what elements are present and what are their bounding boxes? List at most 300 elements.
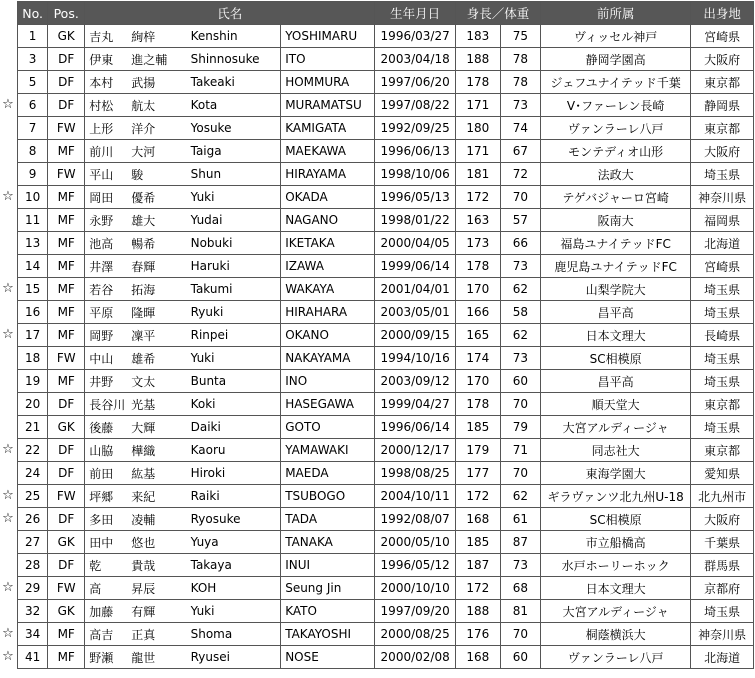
player-position: MF [48, 255, 85, 278]
player-previous-club: SC相模原 [541, 508, 691, 531]
player-last-name-jp: 高 [85, 577, 128, 600]
player-first-name-romaji: Takaya [187, 554, 281, 577]
header-pos: Pos. [48, 2, 85, 25]
player-position: DF [48, 462, 85, 485]
player-position: MF [48, 370, 85, 393]
player-last-name-romaji: NAKAYAMA [281, 347, 375, 370]
player-position: FW [48, 347, 85, 370]
player-first-name-romaji: Raiki [187, 485, 281, 508]
player-position: DF [48, 71, 85, 94]
player-previous-club: 水戸ホーリーホック [541, 554, 691, 577]
header-hometown: 出身地 [691, 2, 754, 25]
player-last-name-romaji: NAGANO [281, 209, 375, 232]
player-height: 181 [455, 163, 500, 186]
player-position: FW [48, 485, 85, 508]
table-row [18, 646, 754, 669]
player-number: 20 [18, 393, 48, 416]
player-last-name-romaji: NOSE [281, 646, 375, 669]
player-height: 170 [455, 370, 500, 393]
table-row [18, 71, 754, 94]
player-birthdate: 1992/09/25 [375, 117, 456, 140]
player-first-name-romaji: Shoma [187, 623, 281, 646]
player-first-name-romaji: Yosuke [187, 117, 281, 140]
player-hometown: 埼玉県 [691, 416, 754, 439]
player-weight: 87 [500, 531, 540, 554]
player-first-name-jp: 樺織 [127, 439, 186, 462]
roster-table [17, 1, 754, 669]
new-player-star-icon: ☆ [2, 580, 14, 595]
player-birthdate: 1992/08/07 [375, 508, 456, 531]
player-last-name-romaji: HIRAYAMA [281, 163, 375, 186]
player-height: 178 [455, 255, 500, 278]
player-last-name-jp: 村松 [85, 94, 128, 117]
player-birthdate: 2003/04/18 [375, 48, 456, 71]
header-previous-club: 前所属 [541, 2, 691, 25]
player-birthdate: 2003/09/12 [375, 370, 456, 393]
player-first-name-romaji: Kota [187, 94, 281, 117]
player-last-name-jp: 井澤 [85, 255, 128, 278]
player-height: 180 [455, 117, 500, 140]
player-hometown: 大阪府 [691, 48, 754, 71]
player-first-name-jp: 航太 [127, 94, 186, 117]
player-position: DF [48, 508, 85, 531]
player-height: 188 [455, 600, 500, 623]
player-first-name-jp: 凜平 [127, 324, 186, 347]
player-first-name-romaji: Koki [187, 393, 281, 416]
player-weight: 57 [500, 209, 540, 232]
player-first-name-romaji: Takeaki [187, 71, 281, 94]
player-number: 1 [18, 25, 48, 48]
player-hometown: 北九州市 [691, 485, 754, 508]
player-last-name-jp: 岡野 [85, 324, 128, 347]
player-number: 17 [18, 324, 48, 347]
player-weight: 74 [500, 117, 540, 140]
player-birthdate: 2000/09/15 [375, 324, 456, 347]
player-number: 9 [18, 163, 48, 186]
new-player-star-icon: ☆ [2, 281, 14, 296]
player-height: 163 [455, 209, 500, 232]
player-number: 14 [18, 255, 48, 278]
header-dob: 生年月日 [375, 2, 456, 25]
player-position: FW [48, 577, 85, 600]
player-previous-club: 山梨学院大 [541, 278, 691, 301]
player-birthdate: 2000/04/05 [375, 232, 456, 255]
player-hometown: 埼玉県 [691, 347, 754, 370]
new-player-star-icon: ☆ [2, 626, 14, 641]
player-position: MF [48, 623, 85, 646]
player-height: 177 [455, 462, 500, 485]
table-row [18, 485, 754, 508]
player-first-name-jp: 有輝 [127, 600, 186, 623]
table-row [18, 278, 754, 301]
player-last-name-jp: 乾 [85, 554, 128, 577]
player-last-name-jp: 永野 [85, 209, 128, 232]
player-previous-club: 日本文理大 [541, 577, 691, 600]
player-hometown: 福岡県 [691, 209, 754, 232]
player-weight: 60 [500, 646, 540, 669]
player-position: MF [48, 301, 85, 324]
player-first-name-jp: 悠也 [127, 531, 186, 554]
player-last-name-romaji: GOTO [281, 416, 375, 439]
player-last-name-jp: 加藤 [85, 600, 128, 623]
player-birthdate: 2000/02/08 [375, 646, 456, 669]
player-last-name-jp: 池高 [85, 232, 128, 255]
player-first-name-jp: 武揚 [127, 71, 186, 94]
player-birthdate: 1994/10/16 [375, 347, 456, 370]
player-height: 183 [455, 25, 500, 48]
new-player-star-icon: ☆ [2, 442, 14, 457]
new-player-star-icon: ☆ [2, 97, 14, 112]
player-position: FW [48, 163, 85, 186]
player-height: 185 [455, 531, 500, 554]
player-previous-club: V･ファーレン長崎 [541, 94, 691, 117]
player-height: 172 [455, 186, 500, 209]
player-first-name-jp: 雄希 [127, 347, 186, 370]
player-previous-club: ヴァンラーレ八戸 [541, 646, 691, 669]
player-height: 185 [455, 416, 500, 439]
player-first-name-romaji: Yudai [187, 209, 281, 232]
player-weight: 70 [500, 186, 540, 209]
player-position: FW [48, 117, 85, 140]
player-weight: 62 [500, 324, 540, 347]
new-player-star-icon: ☆ [2, 189, 14, 204]
player-height: 171 [455, 94, 500, 117]
player-height: 176 [455, 623, 500, 646]
player-weight: 81 [500, 600, 540, 623]
player-number: 13 [18, 232, 48, 255]
player-height: 178 [455, 71, 500, 94]
player-last-name-romaji: TAKAYOSHI [281, 623, 375, 646]
player-last-name-jp: 平原 [85, 301, 128, 324]
player-first-name-romaji: Ryusei [187, 646, 281, 669]
table-row [18, 347, 754, 370]
player-last-name-romaji: YOSHIMARU [281, 25, 375, 48]
player-number: 27 [18, 531, 48, 554]
player-last-name-romaji: OKANO [281, 324, 375, 347]
player-hometown: 長崎県 [691, 324, 754, 347]
player-first-name-jp: 来紀 [127, 485, 186, 508]
player-hometown: 埼玉県 [691, 301, 754, 324]
player-last-name-jp: 井野 [85, 370, 128, 393]
player-hometown: 東京都 [691, 439, 754, 462]
player-first-name-jp: 拓海 [127, 278, 186, 301]
player-birthdate: 1998/08/25 [375, 462, 456, 485]
player-last-name-romaji: Seung Jin [281, 577, 375, 600]
player-height: 187 [455, 554, 500, 577]
player-first-name-jp: 洋介 [127, 117, 186, 140]
new-player-star-icon: ☆ [2, 488, 14, 503]
player-last-name-jp: 本村 [85, 71, 128, 94]
table-row [18, 554, 754, 577]
player-position: MF [48, 209, 85, 232]
player-weight: 70 [500, 462, 540, 485]
player-first-name-jp: 隆暉 [127, 301, 186, 324]
player-last-name-jp: 上形 [85, 117, 128, 140]
player-height: 170 [455, 278, 500, 301]
player-last-name-romaji: INO [281, 370, 375, 393]
player-height: 172 [455, 485, 500, 508]
new-player-star-icon: ☆ [2, 511, 14, 526]
player-weight: 75 [500, 25, 540, 48]
table-row [18, 25, 754, 48]
player-number: 28 [18, 554, 48, 577]
player-position: GK [48, 25, 85, 48]
player-number: 11 [18, 209, 48, 232]
player-first-name-romaji: Yuya [187, 531, 281, 554]
table-row [18, 232, 754, 255]
player-hometown: 京都府 [691, 577, 754, 600]
player-previous-club: 日本文理大 [541, 324, 691, 347]
header-name: 氏名 [85, 2, 375, 25]
header-height-weight: 身長／体重 [455, 2, 540, 25]
player-number: 5 [18, 71, 48, 94]
player-number: 7 [18, 117, 48, 140]
player-position: DF [48, 48, 85, 71]
player-weight: 70 [500, 623, 540, 646]
header-row [18, 2, 754, 25]
player-last-name-jp: 平山 [85, 163, 128, 186]
player-first-name-jp: 駿 [127, 163, 186, 186]
player-number: 15 [18, 278, 48, 301]
player-number: 29 [18, 577, 48, 600]
player-birthdate: 1997/09/20 [375, 600, 456, 623]
player-hometown: 東京都 [691, 393, 754, 416]
player-hometown: 東京都 [691, 117, 754, 140]
player-last-name-romaji: HIRAHARA [281, 301, 375, 324]
table-row [18, 370, 754, 393]
player-height: 172 [455, 577, 500, 600]
player-height: 179 [455, 439, 500, 462]
player-weight: 73 [500, 94, 540, 117]
player-weight: 67 [500, 140, 540, 163]
player-previous-club: 福島ユナイテッドFC [541, 232, 691, 255]
table-row [18, 255, 754, 278]
player-previous-club: 阪南大 [541, 209, 691, 232]
table-row [18, 324, 754, 347]
table-row [18, 393, 754, 416]
player-first-name-jp: 優希 [127, 186, 186, 209]
player-weight: 73 [500, 554, 540, 577]
player-number: 41 [18, 646, 48, 669]
player-last-name-romaji: IKETAKA [281, 232, 375, 255]
player-weight: 61 [500, 508, 540, 531]
player-previous-club: ヴィッセル神戸 [541, 25, 691, 48]
player-first-name-romaji: Ryuki [187, 301, 281, 324]
player-first-name-romaji: Taiga [187, 140, 281, 163]
player-weight: 66 [500, 232, 540, 255]
player-last-name-romaji: WAKAYA [281, 278, 375, 301]
player-first-name-romaji: Hiroki [187, 462, 281, 485]
player-last-name-jp: 岡田 [85, 186, 128, 209]
player-first-name-jp: 正真 [127, 623, 186, 646]
player-height: 168 [455, 646, 500, 669]
player-last-name-jp: 長谷川 [85, 393, 128, 416]
table-row [18, 94, 754, 117]
player-hometown: 静岡県 [691, 94, 754, 117]
table-row [18, 439, 754, 462]
player-first-name-romaji: Rinpei [187, 324, 281, 347]
player-first-name-jp: 光基 [127, 393, 186, 416]
table-row [18, 531, 754, 554]
player-first-name-jp: 龍世 [127, 646, 186, 669]
player-weight: 71 [500, 439, 540, 462]
player-hometown: 埼玉県 [691, 163, 754, 186]
player-birthdate: 1996/03/27 [375, 25, 456, 48]
player-previous-club: 順天堂大 [541, 393, 691, 416]
player-position: DF [48, 554, 85, 577]
player-weight: 72 [500, 163, 540, 186]
player-number: 10 [18, 186, 48, 209]
player-previous-club: 鹿児島ユナイテッドFC [541, 255, 691, 278]
player-position: DF [48, 393, 85, 416]
player-hometown: 北海道 [691, 232, 754, 255]
player-birthdate: 1996/06/14 [375, 416, 456, 439]
player-previous-club: 法政大 [541, 163, 691, 186]
player-birthdate: 2000/08/25 [375, 623, 456, 646]
player-weight: 78 [500, 71, 540, 94]
player-previous-club: SC相模原 [541, 347, 691, 370]
player-height: 178 [455, 393, 500, 416]
table-row [18, 140, 754, 163]
player-birthdate: 1997/08/22 [375, 94, 456, 117]
player-last-name-jp: 吉丸 [85, 25, 128, 48]
player-last-name-jp: 前田 [85, 462, 128, 485]
table-row [18, 462, 754, 485]
player-first-name-jp: 紘基 [127, 462, 186, 485]
player-previous-club: 静岡学園高 [541, 48, 691, 71]
player-position: MF [48, 324, 85, 347]
player-number: 32 [18, 600, 48, 623]
player-last-name-romaji: YAMAWAKI [281, 439, 375, 462]
player-hometown: 大阪府 [691, 508, 754, 531]
player-first-name-jp: 昇辰 [127, 577, 186, 600]
player-first-name-jp: 凌輔 [127, 508, 186, 531]
player-height: 165 [455, 324, 500, 347]
new-player-star-icon: ☆ [2, 649, 14, 664]
player-last-name-romaji: TSUBOGO [281, 485, 375, 508]
table-row [18, 577, 754, 600]
player-first-name-jp: 進之輔 [127, 48, 186, 71]
player-position: MF [48, 186, 85, 209]
player-hometown: 埼玉県 [691, 278, 754, 301]
player-weight: 70 [500, 393, 540, 416]
player-birthdate: 2004/10/11 [375, 485, 456, 508]
player-first-name-romaji: KOH [187, 577, 281, 600]
table-row [18, 209, 754, 232]
player-last-name-jp: 多田 [85, 508, 128, 531]
player-last-name-romaji: MURAMATSU [281, 94, 375, 117]
player-last-name-jp: 伊東 [85, 48, 128, 71]
player-last-name-jp: 山脇 [85, 439, 128, 462]
table-row [18, 186, 754, 209]
player-previous-club: 大宮アルディージャ [541, 600, 691, 623]
player-birthdate: 1998/10/06 [375, 163, 456, 186]
player-birthdate: 2000/10/10 [375, 577, 456, 600]
player-previous-club: 桐蔭横浜大 [541, 623, 691, 646]
player-hometown: 埼玉県 [691, 600, 754, 623]
player-hometown: 神奈川県 [691, 623, 754, 646]
table-row [18, 600, 754, 623]
player-hometown: 宮崎県 [691, 255, 754, 278]
player-first-name-romaji: Bunta [187, 370, 281, 393]
player-first-name-romaji: Yuki [187, 600, 281, 623]
player-previous-club: テゲバジャーロ宮崎 [541, 186, 691, 209]
player-first-name-jp: 絢梓 [127, 25, 186, 48]
player-number: 24 [18, 462, 48, 485]
player-last-name-romaji: INUI [281, 554, 375, 577]
player-first-name-jp: 大河 [127, 140, 186, 163]
player-last-name-romaji: KATO [281, 600, 375, 623]
player-last-name-jp: 田中 [85, 531, 128, 554]
player-weight: 68 [500, 577, 540, 600]
player-first-name-romaji: Yuki [187, 347, 281, 370]
player-weight: 60 [500, 370, 540, 393]
player-previous-club: 昌平高 [541, 370, 691, 393]
table-row [18, 301, 754, 324]
player-number: 16 [18, 301, 48, 324]
player-weight: 62 [500, 485, 540, 508]
player-last-name-jp: 若谷 [85, 278, 128, 301]
table-row [18, 48, 754, 71]
player-hometown: 東京都 [691, 71, 754, 94]
player-position: GK [48, 531, 85, 554]
player-last-name-romaji: MAEDA [281, 462, 375, 485]
player-last-name-romaji: MAEKAWA [281, 140, 375, 163]
table-row [18, 117, 754, 140]
player-first-name-romaji: Kenshin [187, 25, 281, 48]
player-previous-club: 昌平高 [541, 301, 691, 324]
player-number: 8 [18, 140, 48, 163]
player-hometown: 千葉県 [691, 531, 754, 554]
player-weight: 78 [500, 48, 540, 71]
player-birthdate: 2000/05/10 [375, 531, 456, 554]
player-previous-club: ギラヴァンツ北九州U-18 [541, 485, 691, 508]
player-first-name-romaji: Daiki [187, 416, 281, 439]
player-position: MF [48, 278, 85, 301]
player-last-name-romaji: IZAWA [281, 255, 375, 278]
player-weight: 79 [500, 416, 540, 439]
player-number: 22 [18, 439, 48, 462]
player-number: 34 [18, 623, 48, 646]
player-hometown: 大阪府 [691, 140, 754, 163]
player-number: 18 [18, 347, 48, 370]
player-previous-club: 大宮アルディージャ [541, 416, 691, 439]
player-birthdate: 1999/04/27 [375, 393, 456, 416]
player-height: 174 [455, 347, 500, 370]
player-previous-club: ヴァンラーレ八戸 [541, 117, 691, 140]
player-first-name-romaji: Takumi [187, 278, 281, 301]
player-first-name-jp: 雄大 [127, 209, 186, 232]
player-previous-club: 市立船橋高 [541, 531, 691, 554]
player-previous-club: 同志社大 [541, 439, 691, 462]
player-last-name-romaji: HOMMURA [281, 71, 375, 94]
player-first-name-jp: 貴哉 [127, 554, 186, 577]
player-first-name-jp: 春輝 [127, 255, 186, 278]
table-row [18, 508, 754, 531]
player-first-name-jp: 大輝 [127, 416, 186, 439]
player-first-name-romaji: Haruki [187, 255, 281, 278]
player-first-name-romaji: Shun [187, 163, 281, 186]
player-birthdate: 2000/12/17 [375, 439, 456, 462]
player-first-name-romaji: Yuki [187, 186, 281, 209]
player-birthdate: 1996/06/13 [375, 140, 456, 163]
player-position: DF [48, 439, 85, 462]
player-last-name-jp: 高吉 [85, 623, 128, 646]
player-previous-club: モンテディオ山形 [541, 140, 691, 163]
player-hometown: 群馬県 [691, 554, 754, 577]
header-no: No. [18, 2, 48, 25]
player-number: 25 [18, 485, 48, 508]
